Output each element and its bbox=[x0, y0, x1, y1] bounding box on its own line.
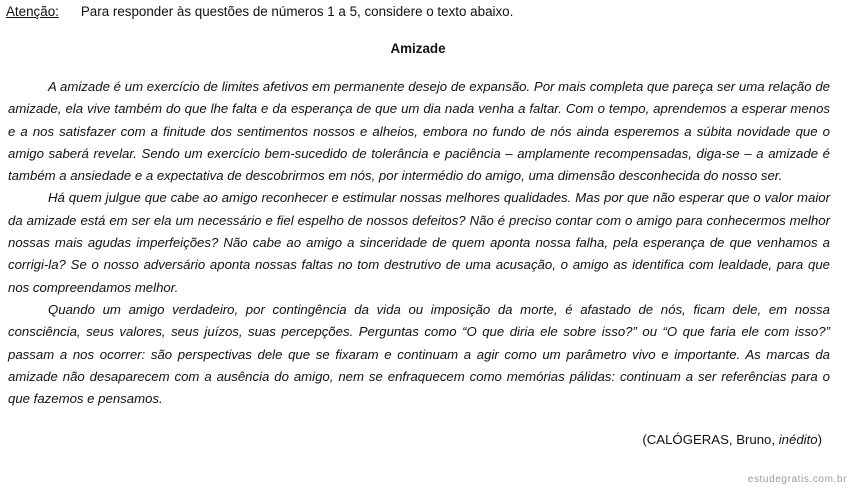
instruction-text: Para responder às questões de números 1 a 5, considere o texto abaixo. bbox=[80, 4, 514, 19]
paragraph-2: Há quem julgue que cabe ao amigo reconhecer e estimular nossas melhores qualidades. Mas por que não esperar que o valor maior da amizade está em ser ela um necessário e fiel espelho de nossos defeitos? Não é preciso contar com o amigo para conhecermos melhor nossas mais agudas imperfeições? Não cabe ao amigo a sinceridade de quem aponta nossa falha, pela esperança de que venhamos a corrigi-la? Se o nosso adversário aponta nossas faltas no tom destrutivo de uma acusação, o amigo as identifica com lealdade, para que nos compreendamos melhor. bbox=[8, 190, 830, 295]
text-body bbox=[8, 76, 830, 410]
instruction-line bbox=[6, 4, 513, 19]
attribution-note: inédito bbox=[778, 432, 818, 447]
attribution-close: ) bbox=[817, 432, 822, 447]
attention-label: Atenção: bbox=[6, 4, 59, 19]
paragraph-3: Quando um amigo verdadeiro, por contingência da vida ou imposição da morte, é afastado de nós, ficam dele, em nossa consciência, seus valores, seus juízos, suas percepções. Perguntas como “O que diria ele sobre isso?” ou “O que faria ele com isso?” passam a nos ocorrer: são perspectivas dele que se fixaram e continuam a agir como um parâmetro vivo e importante. As marcas da amizade não desaparecem com a ausência do amigo, nem se enfraquecem como memórias pálidas: continuam a ser referências para o que fazemos e pensamos. bbox=[8, 301, 830, 407]
site-watermark: estudegratis.com.br bbox=[747, 474, 847, 485]
attribution bbox=[642, 432, 822, 447]
attribution-author: (CALÓGERAS, Bruno, bbox=[642, 432, 776, 447]
text-title: Amizade bbox=[390, 41, 446, 56]
paragraph-1: A amizade é um exercício de limites afetivos em permanente desejo de expansão. Por mais completa que pareça ser uma relação de amizade, ela vive também do que lhe falta e da esperança de que um dia nada venha a faltar. Com o tempo, aprendemos a esperar menos e a nos satisfazer com a finitude dos sentimentos nossos e alheios, embora no fundo de nós ainda esperemos a súbita novidade que o amigo saberá revelar. Sendo um exercício bem-sucedido de tolerância e paciência – amplamente recompensadas, diga-se – a amizade é também a ansiedade e a expectativa de descobrirmos em nós, por intermédio do amigo, uma dimensão desconhecida do nosso ser. bbox=[8, 79, 830, 184]
